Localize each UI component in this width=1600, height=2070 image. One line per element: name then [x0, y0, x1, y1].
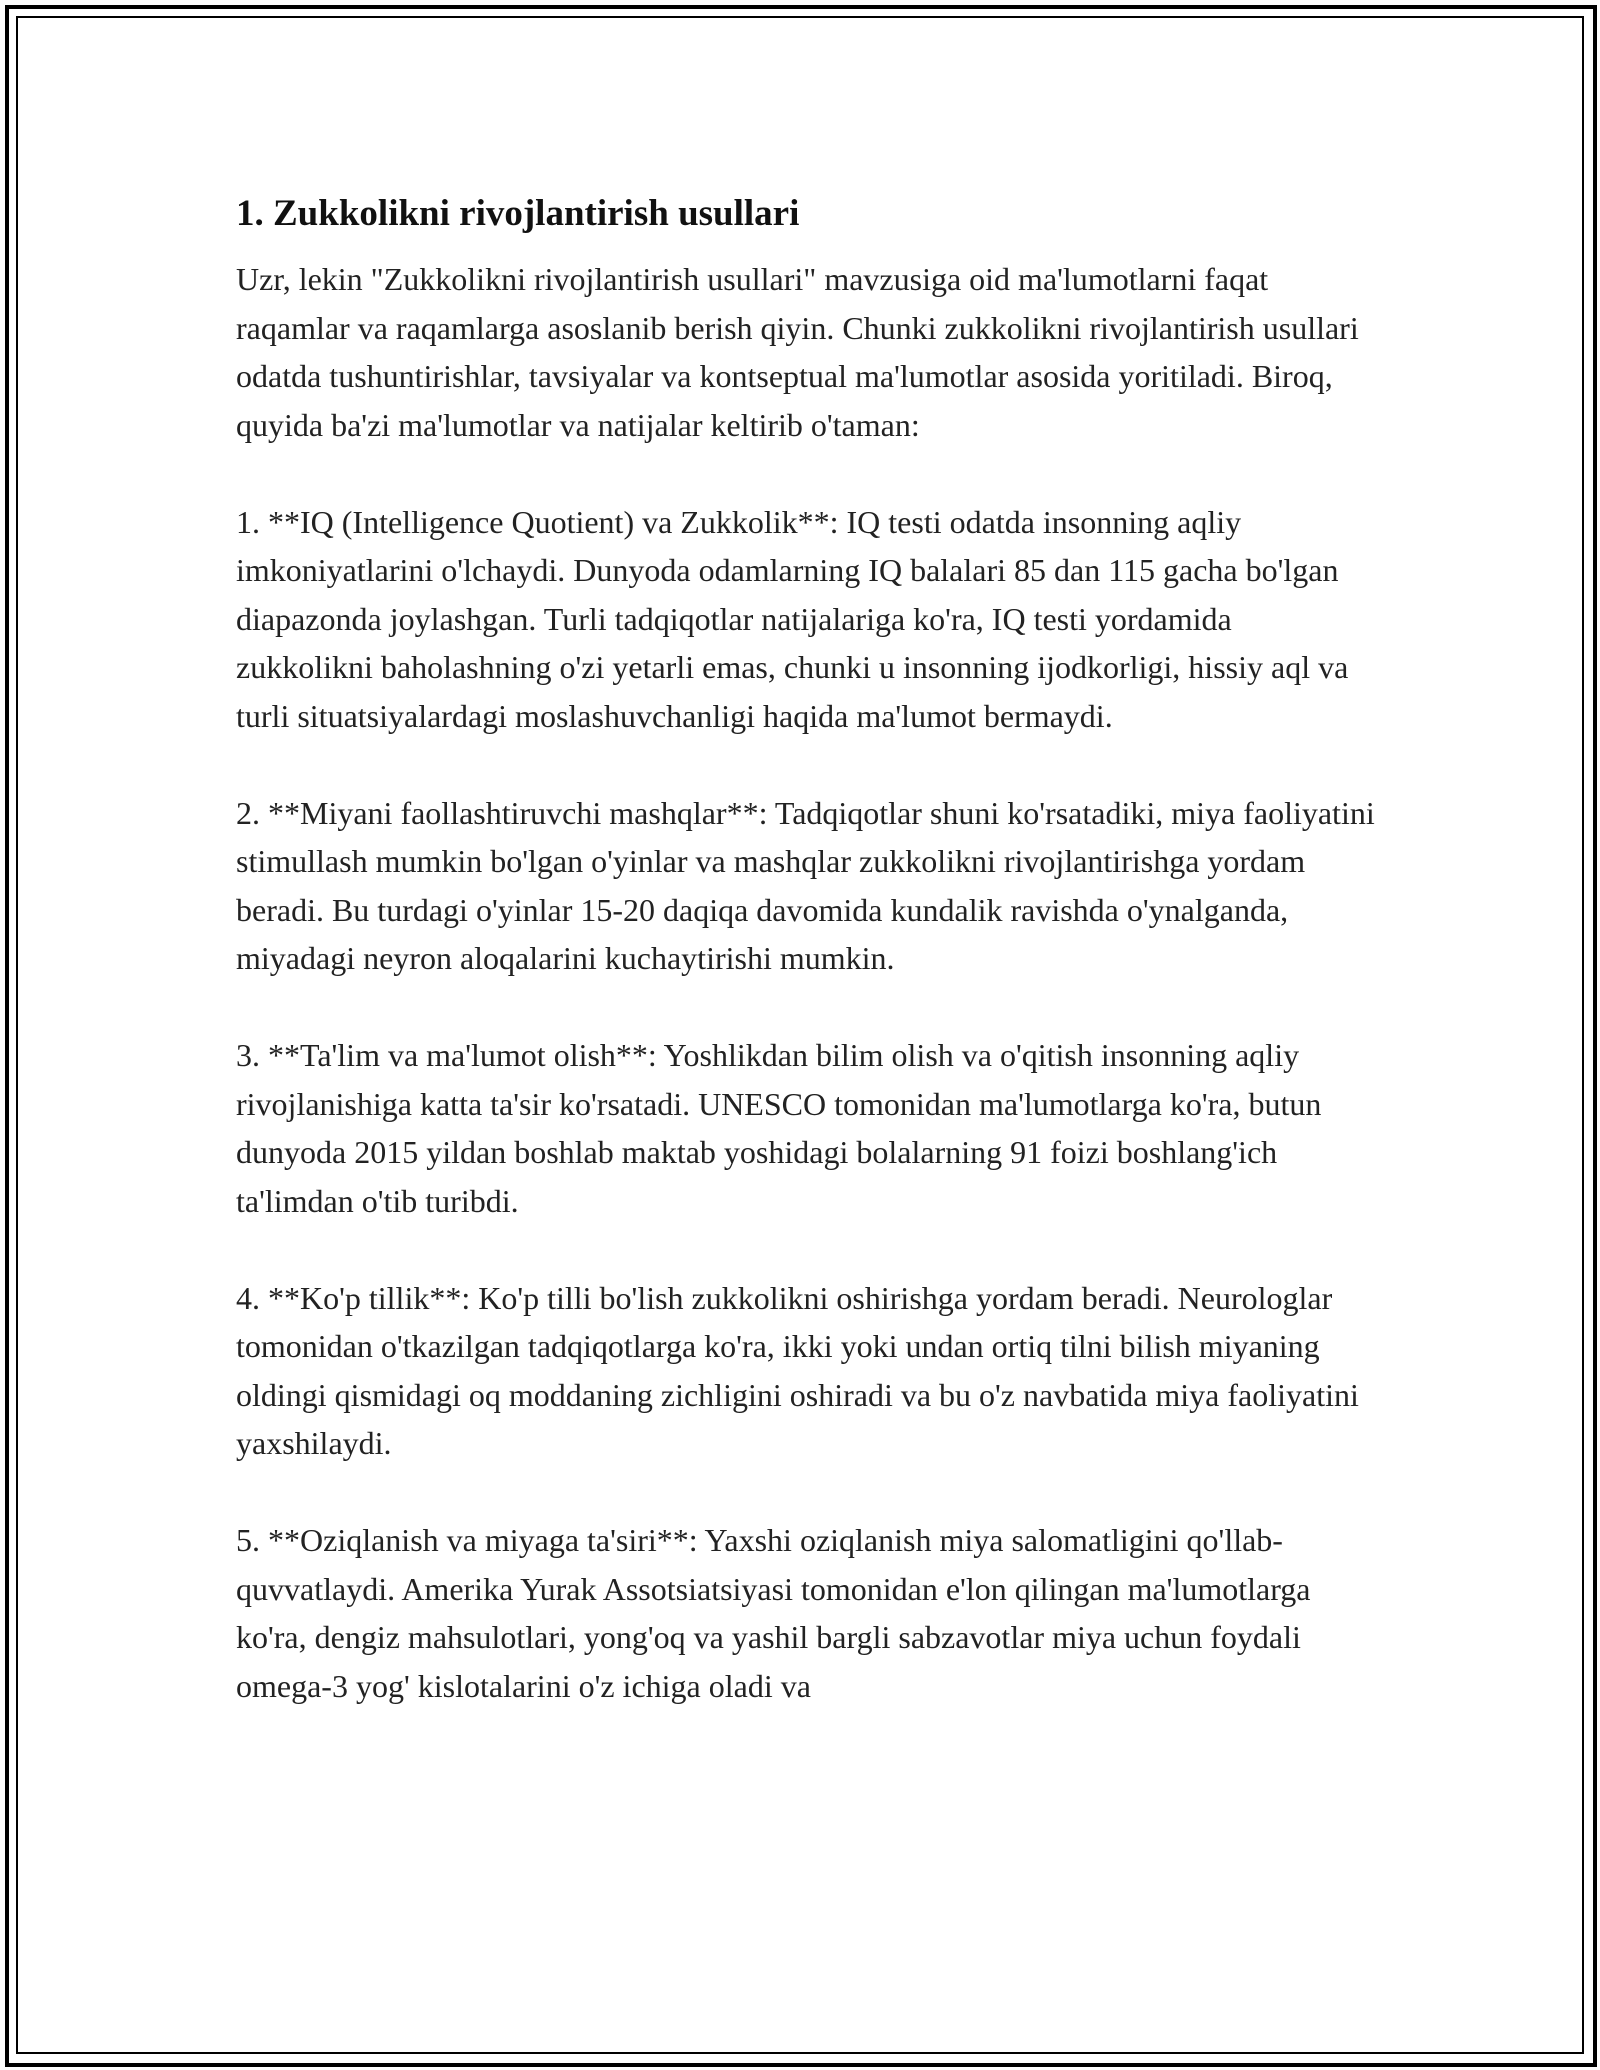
- list-item-nutrition: 5. **Oziqlanish va miyaga ta'siri**: Yaxshi oziqlanish miya salomatligini qo'llab-quvvatlaydi. Amerika Yurak Assotsiatsiyasi tomonidan e'lon qilingan ma'lumotlarga ko'ra, dengiz mahsulotlari, yong'oq va yashil bargli sabzavotlar miya uchun foydali omega-3 yog' kislotalarini o'z ichiga oladi va: [236, 1522, 1311, 1704]
- document-body: [236, 185, 1376, 1759]
- intro-paragraph: Uzr, lekin "Zukkolikni rivojlantirish usullari" mavzusiga oid ma'lumotlarni faqat raqamlar va raqamlarga asoslanib berish qiyin. Chunki zukkolikni rivojlantirish usullari odatda tushuntirishlar, tavsiyalar va kontseptual ma'lumotlar asosida yoritiladi. Biroq, quyida ba'zi ma'lumotlar va natijalar keltirib o'taman:: [236, 261, 1359, 443]
- list-item-brain-exercises: 2. **Miyani faollashtiruvchi mashqlar**: Tadqiqotlar shuni ko'rsatadiki, miya faoliyatini stimullash mumkin bo'lgan o'yinlar va mashqlar zukkolikni rivojlantirishga yordam beradi. Bu turdagi o'yinlar 15-20 daqiqa davomida kundalik ravishda o'ynalganda, miyadagi neyron aloqalarini kuchaytirishi mumkin.: [236, 794, 1375, 976]
- list-item-multilingualism: 4. **Ko'p tillik**: Ko'p tilli bo'lish zukkolikni oshirishga yordam beradi. Neurologlar tomonidan o'tkazilgan tadqiqotlarga ko'ra, ikki yoki undan ortiq tilni bilish miyaning oldingi qismidagi oq moddaning zichligini oshiradi va bu o'z navbatida miya faoliyatini yaxshilaydi.: [236, 1279, 1359, 1461]
- section-heading: 1. Zukkolikni rivojlantirish usullari: [236, 193, 800, 234]
- list-item-iq: 1. **IQ (Intelligence Quotient) va Zukkolik**: IQ testi odatda insonning aqliy imkoniyatlarini o'lchaydi. Dunyoda odamlarning IQ balalari 85 dan 115 gacha bo'lgan diapazonda joylashgan. Turli tadqiqotlar natijalariga ko'ra, IQ testi yordamida zukkolikni baholashning o'zi yetarli emas, chunki u insonning ijodkorligi, hissiy aql va turli situatsiyalardagi moslashuvchanligi haqida ma'lumot bermaydi.: [236, 503, 1349, 734]
- list-item-education: 3. **Ta'lim va ma'lumot olish**: Yoshlikdan bilim olish va o'qitish insonning aqliy rivojlanishiga katta ta'sir ko'rsatadi. UNESCO tomonidan ma'lumotlarga ko'ra, butun dunyoda 2015 yildan boshlab maktab yoshidagi bolalarning 91 foizi boshlang'ich ta'limdan o'tib turibdi.: [236, 1037, 1322, 1219]
